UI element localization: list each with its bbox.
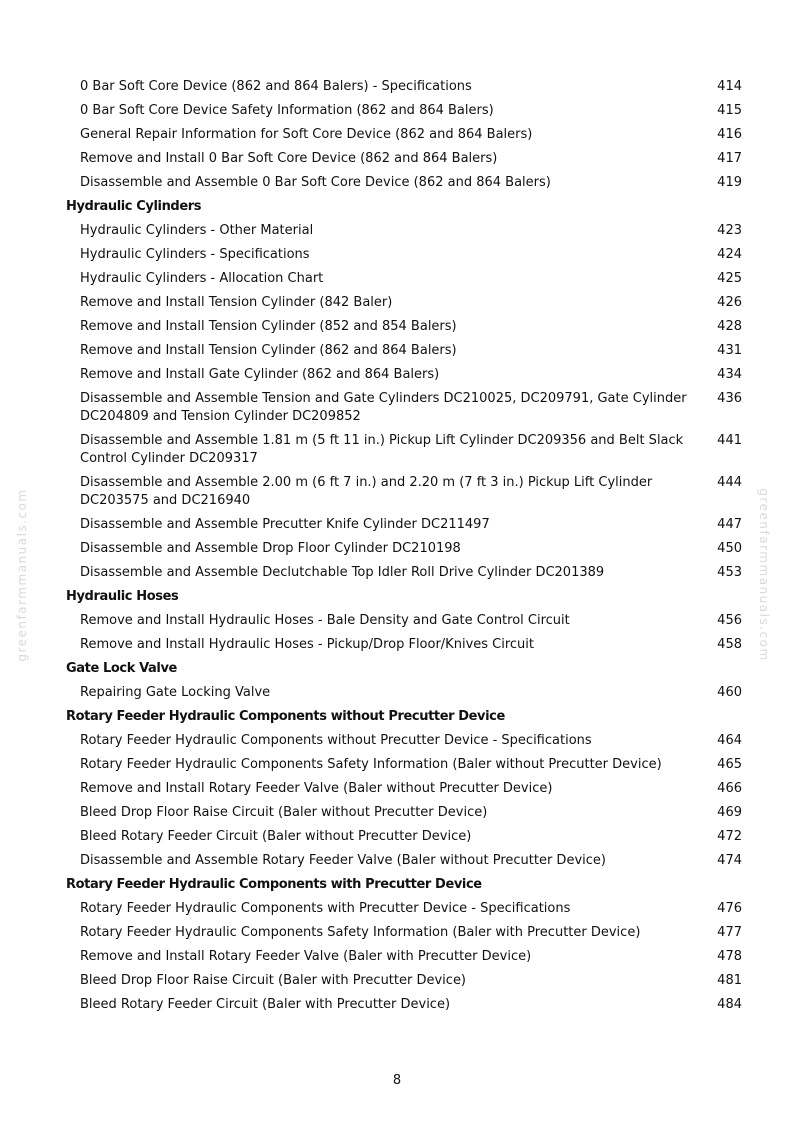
- toc-entry-page: 456: [717, 613, 742, 628]
- toc-entry-title: Bleed Drop Floor Raise Circuit (Baler without Precutter Device): [80, 805, 488, 820]
- toc-entry-page: 464: [717, 733, 742, 748]
- toc-entry-page: 472: [717, 829, 742, 844]
- toc-entry-title: Remove and Install Rotary Feeder Valve (Baler with Precutter Device): [80, 949, 532, 964]
- toc-entry-title: 0 Bar Soft Core Device (862 and 864 Balers) - Specifications: [80, 79, 472, 94]
- toc-entry-title: Remove and Install Tension Cylinder (852 and 854 Balers): [80, 319, 457, 334]
- toc-entry-title: Remove and Install Rotary Feeder Valve (Baler without Precutter Device): [80, 781, 553, 796]
- toc-entry-page: 415: [717, 103, 742, 118]
- toc-entry[interactable]: [0, 243, 794, 267]
- section-heading: Gate Lock Valve: [66, 661, 177, 676]
- toc-entry-page: 414: [717, 79, 742, 94]
- toc-entry-page: 426: [717, 295, 742, 310]
- table-of-contents: [0, 75, 794, 1017]
- toc-entry-page: 416: [717, 127, 742, 142]
- section-heading: Rotary Feeder Hydraulic Components with Precutter Device: [66, 877, 482, 892]
- toc-entry-title: Remove and Install Tension Cylinder (842 Baler): [80, 295, 393, 310]
- toc-entry[interactable]: [0, 537, 794, 561]
- toc-entry-page: 436: [717, 391, 742, 406]
- toc-entry-title: Bleed Rotary Feeder Circuit (Baler without Precutter Device): [80, 829, 472, 844]
- toc-entry-page: 441: [717, 433, 742, 448]
- toc-entry[interactable]: [0, 609, 794, 633]
- toc-entry[interactable]: [0, 513, 794, 537]
- toc-entry-title: Disassemble and Assemble 2.00 m (6 ft 7 in.) and 2.20 m (7 ft 3 in.) Pickup Lift Cylinder DC203575 and DC216940: [80, 475, 653, 508]
- page-number: 8: [392, 1073, 402, 1088]
- toc-entry-title: Disassemble and Assemble Precutter Knife Cylinder DC211497: [80, 517, 490, 532]
- toc-entry-title: Rotary Feeder Hydraulic Components with Precutter Device - Specifications: [80, 901, 571, 916]
- toc-entry-page: 424: [717, 247, 742, 262]
- toc-entry-title: 0 Bar Soft Core Device Safety Information (862 and 864 Balers): [80, 103, 494, 118]
- toc-entry[interactable]: [0, 267, 794, 291]
- toc-entry[interactable]: [0, 993, 794, 1017]
- toc-entry-page: 476: [717, 901, 742, 916]
- toc-entry[interactable]: [0, 849, 794, 873]
- toc-entry-title: Disassemble and Assemble 1.81 m (5 ft 11 in.) Pickup Lift Cylinder DC209356 and Belt Slack Control Cylinder DC209317: [80, 433, 684, 466]
- toc-entry[interactable]: [0, 897, 794, 921]
- toc-entry-page: 469: [717, 805, 742, 820]
- toc-entry[interactable]: [0, 921, 794, 945]
- toc-entry-page: 450: [717, 541, 742, 556]
- toc-entry-title: Disassemble and Assemble Drop Floor Cylinder DC210198: [80, 541, 461, 556]
- toc-entry[interactable]: [0, 825, 794, 849]
- section-heading: Hydraulic Hoses: [66, 589, 179, 604]
- toc-entry-page: 434: [717, 367, 742, 382]
- toc-entry-page: 419: [717, 175, 742, 190]
- toc-entry-title: Disassemble and Assemble Rotary Feeder Valve (Baler without Precutter Device): [80, 853, 606, 868]
- toc-entry-page: 453: [717, 565, 742, 580]
- toc-entry[interactable]: [0, 315, 794, 339]
- toc-entry-title: Bleed Drop Floor Raise Circuit (Baler with Precutter Device): [80, 973, 467, 988]
- toc-entry-page: 423: [717, 223, 742, 238]
- toc-entry[interactable]: [0, 363, 794, 387]
- toc-entry-title: Repairing Gate Locking Valve: [80, 685, 271, 700]
- toc-entry-page: 447: [717, 517, 742, 532]
- toc-entry[interactable]: [0, 147, 794, 171]
- toc-entry-title: Hydraulic Cylinders - Specifications: [80, 247, 310, 262]
- toc-entry[interactable]: [0, 123, 794, 147]
- section-heading: Hydraulic Cylinders: [66, 199, 202, 214]
- toc-entry[interactable]: [0, 561, 794, 585]
- toc-entry[interactable]: [0, 339, 794, 363]
- watermark-left: greenfarmmanuals.com: [15, 488, 29, 662]
- toc-entry-page: 465: [717, 757, 742, 772]
- toc-entry-page: 428: [717, 319, 742, 334]
- toc-entry-title: Remove and Install Tension Cylinder (862 and 864 Balers): [80, 343, 457, 358]
- toc-entry[interactable]: [0, 75, 794, 99]
- toc-entry-page: 444: [717, 475, 742, 490]
- toc-entry-page: 460: [717, 685, 742, 700]
- toc-entry-page: 425: [717, 271, 742, 286]
- toc-entry[interactable]: [0, 471, 794, 513]
- toc-entry-page: 481: [717, 973, 742, 988]
- toc-entry[interactable]: [0, 753, 794, 777]
- toc-entry-page: 431: [717, 343, 742, 358]
- toc-entry[interactable]: [0, 945, 794, 969]
- toc-entry-page: 478: [717, 949, 742, 964]
- toc-entry-page: 477: [717, 925, 742, 940]
- toc-entry-title: Disassemble and Assemble 0 Bar Soft Core Device (862 and 864 Balers): [80, 175, 551, 190]
- toc-entry-page: 466: [717, 781, 742, 796]
- toc-entry[interactable]: [0, 387, 794, 429]
- toc-entry-title: Hydraulic Cylinders - Allocation Chart: [80, 271, 324, 286]
- toc-entry-title: Remove and Install Hydraulic Hoses - Bale Density and Gate Control Circuit: [80, 613, 570, 628]
- toc-entry-title: Disassemble and Assemble Declutchable Top Idler Roll Drive Cylinder DC201389: [80, 565, 605, 580]
- toc-entry[interactable]: [0, 681, 794, 705]
- section-heading: Rotary Feeder Hydraulic Components without Precutter Device: [66, 709, 505, 724]
- toc-entry-page: 458: [717, 637, 742, 652]
- toc-entry-title: General Repair Information for Soft Core Device (862 and 864 Balers): [80, 127, 533, 142]
- toc-entry-title: Disassemble and Assemble Tension and Gate Cylinders DC210025, DC209791, Gate Cylinder DC204809 and Tension Cylinder DC209852: [80, 391, 687, 424]
- toc-entry-page: 474: [717, 853, 742, 868]
- toc-entry[interactable]: [0, 777, 794, 801]
- toc-entry[interactable]: [0, 969, 794, 993]
- toc-entry-title: Hydraulic Cylinders - Other Material: [80, 223, 314, 238]
- toc-entry-title: Rotary Feeder Hydraulic Components Safety Information (Baler with Precutter Device): [80, 925, 641, 940]
- toc-entry-title: Rotary Feeder Hydraulic Components without Precutter Device - Specifications: [80, 733, 592, 748]
- toc-entry[interactable]: [0, 429, 794, 471]
- toc-entry-page: 484: [717, 997, 742, 1012]
- toc-entry-page: 417: [717, 151, 742, 166]
- toc-entry[interactable]: [0, 801, 794, 825]
- toc-entry[interactable]: [0, 729, 794, 753]
- toc-entry[interactable]: [0, 99, 794, 123]
- toc-entry-title: Bleed Rotary Feeder Circuit (Baler with Precutter Device): [80, 997, 451, 1012]
- toc-entry-title: Remove and Install Hydraulic Hoses - Pickup/Drop Floor/Knives Circuit: [80, 637, 535, 652]
- toc-entry-title: Remove and Install Gate Cylinder (862 and 864 Balers): [80, 367, 440, 382]
- toc-entry[interactable]: [0, 171, 794, 195]
- toc-entry-title: Remove and Install 0 Bar Soft Core Device (862 and 864 Balers): [80, 151, 498, 166]
- watermark-right: greenfarmmanuals.com: [757, 488, 771, 662]
- toc-entry[interactable]: [0, 219, 794, 243]
- toc-entry[interactable]: [0, 633, 794, 657]
- toc-entry-title: Rotary Feeder Hydraulic Components Safety Information (Baler without Precutter Device): [80, 757, 662, 772]
- toc-entry[interactable]: [0, 291, 794, 315]
